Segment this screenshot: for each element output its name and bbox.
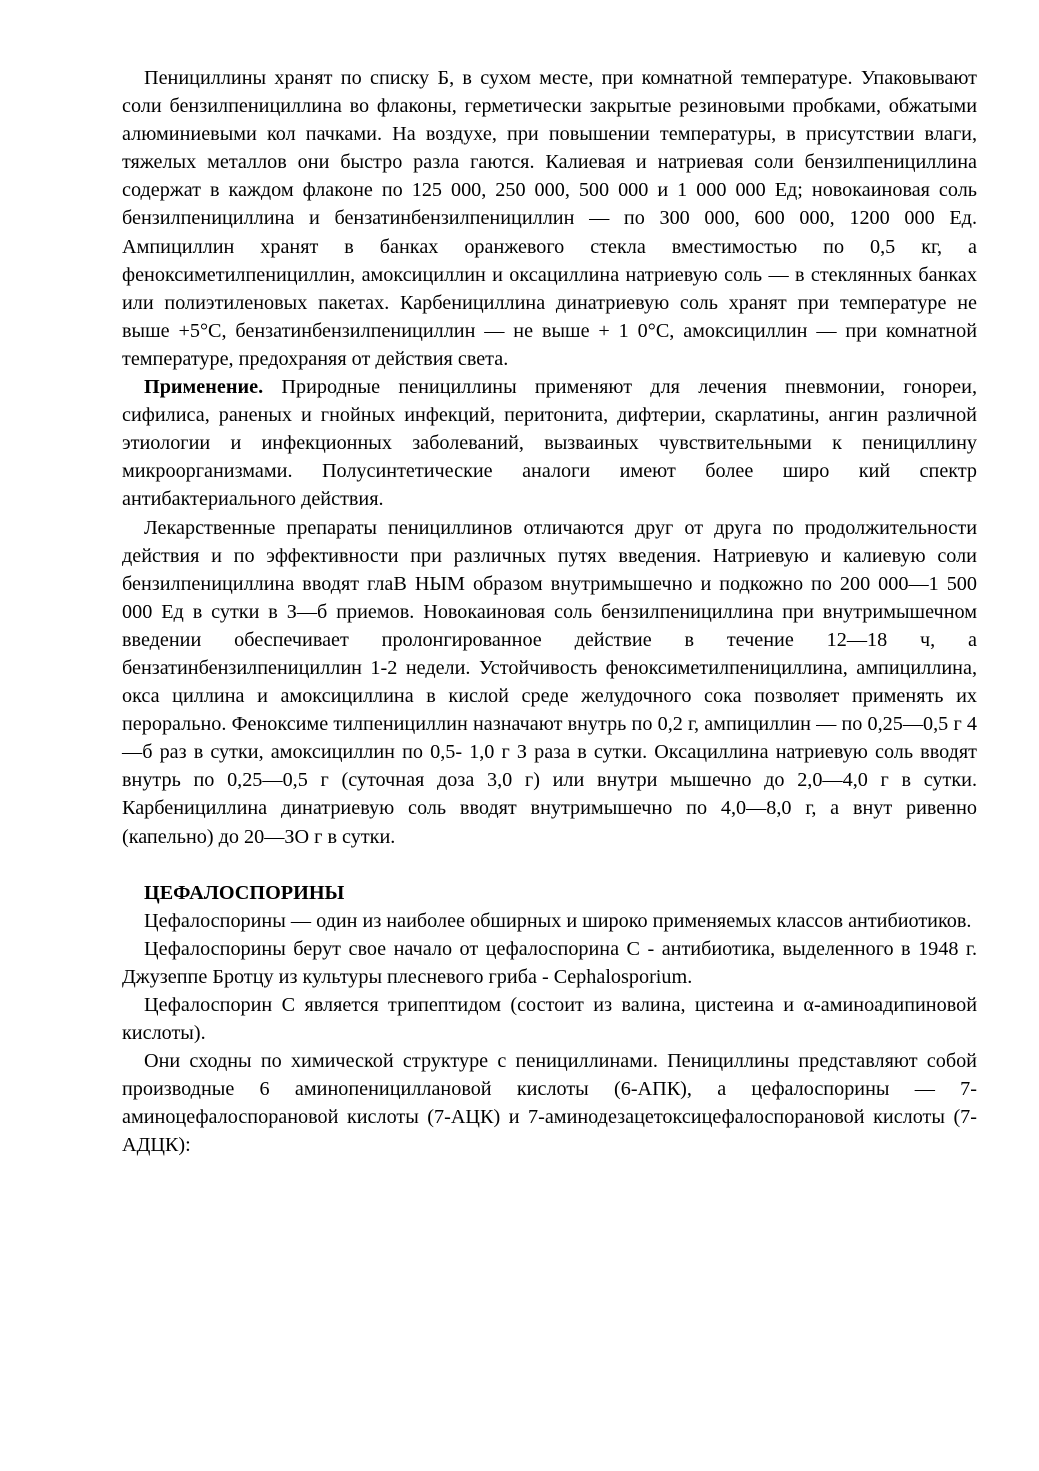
paragraph-cephalosporins-structure: Они сходны по химической структуре с пенициллинами. Пенициллины представляют собой производные 6 аминопенициллановой кислоты (6-АПК), а цефалоспорины — 7-аминоцефалоспорановой кислоты (7-АЦК) и 7-аминодезацетоксицефалоспорановой кислоты (7-АДЦК): bbox=[122, 1050, 977, 1157]
paragraph-storage: Пенициллины хранят по списку Б, в сухом месте, при комнатной температуре. Упаковывают соли бензилпенициллина во флаконы, герметически закрытые резиновыми пробками, обжатыми алюминиевыми кол пачками. На воздухе, при повышении температуры, в присутствии влаги, тяжелых металлов они быстро разла гаются. Калиевая и натриевая соли бензилпенициллина содержат в каждом флаконе по 125 000, 250 000, 500 000 и 1 000 000 Ед; новокаиновая соль бензилпенициллина и бензатинбензилпенициллин — по 300 000, 600 000, 1200 000 Ед. Ампициллин хранят в банках оранжевого стекла вместимостью по 0,5 кг, а феноксиметилпенициллин, амоксициллин и оксациллина натриевую соль — в стеклянных банках или полиэтиленовых пакетах. Карбенициллина динатриевую соль хранят при температуре не выше +5°С, бензатинбензилпенициллин — не выше + 1 0°С, амоксициллин — при комнатной температуре, предохраняя от действия света. bbox=[122, 67, 977, 370]
paragraph-dosage: Лекарственные препараты пенициллинов отличаются друг от друга по продолжительности действия и по эффективности при различных путях введения. Натриевую и калиевую соли бензилпенициллина вводят глаВ НЫМ образом внутримышечно и подкожно по 200 000—1 500 000 Ед в сутки в З—б приемов. Новокаиновая соль бензилпенициллина при внутримышечном введении обеспечивает пролонгированное действие в течение 12—18 ч, а бензатинбензилпенициллин 1-2 недели. Устойчивость феноксиметилпенициллина, ампициллина, окса циллина и амоксициллина в кислой среде желудочного сока позволяет применять их перорально. Феноксиме тилпенициллин назначают внутрь по 0,2 г, ампициллин — по 0,25—0,5 г 4—б раз в сутки, амоксициллин по 0,5- 1,0 г З раза в сутки. Оксациллина натриевую соль вводят внутрь по 0,25—0,5 г (суточная доза 3,0 г) или внутри мышечно до 2,0—4,0 г в сутки. Карбенициллина динатриевую соль вводят внутримышечно по 4,0—8,0 г, а внут ривенно (капельно) до 20—ЗО г в сутки. bbox=[122, 516, 977, 848]
paragraph-cephalosporins-origin: Цефалоспорины берут свое начало от цефалоспорина С - антибиотика, выделенного в 1948 г. Джузеппе Бротцу из культуры плесневого гриба - Cephalosporium. bbox=[122, 937, 977, 988]
paragraph-application bbox=[122, 373, 977, 513]
paragraph-cephalosporins-intro: Цефалоспорины — один из наиболее обширных и широко применяемых классов антибиотиков. bbox=[144, 909, 972, 932]
application-text: Природные пенициллины применяют для лечения пневмонии, гонореи, сифилиса, раненых и гнойных инфекций, перитонита, дифтерии, скарлатины, ангин различной этиологии и инфекционных заболеваний, вызваиных чувствительными к пенициллину микроорганизмами. Полусинтетические аналоги имеют более широ кий спектр антибактериального действия. bbox=[122, 376, 977, 511]
paragraph-cephalosporin-c: Цефалоспорин С является трипептидом (состоит из валина, цистеина и α-аминоадипиновой кислоты). bbox=[122, 994, 977, 1045]
section-heading: ЦЕФАЛОСПОРИНЫ bbox=[144, 881, 345, 904]
document-page bbox=[122, 64, 977, 1160]
application-lead: Применение. bbox=[144, 376, 264, 399]
